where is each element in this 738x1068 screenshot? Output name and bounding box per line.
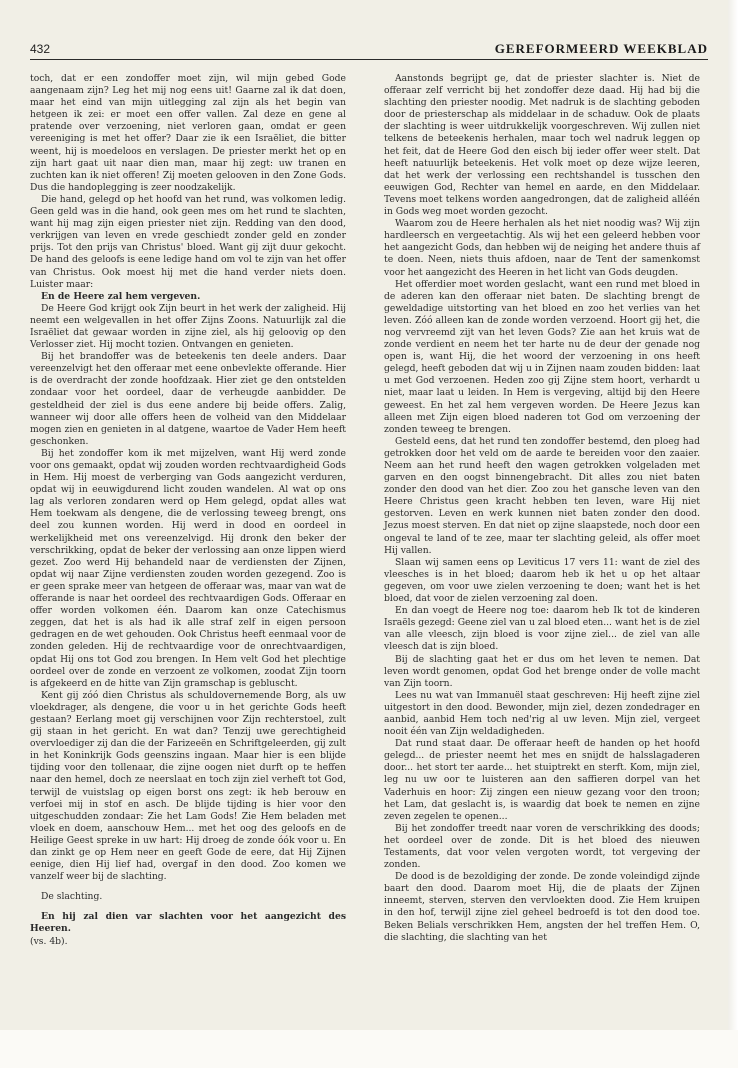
paragraph: Kent gij zóó dien Christus als schuldovernemende Borg, als uw vloekdrager, als dengene, die voor u in het gerichte Gods heeft gestaan? Eerlang moet gij verschijnen voor Zijn rechterstoel, zult gij staan in het gericht. En wat dan? Tenzij uwe gerechtigheid overvloediger zij dan die der Farizeeën en Schriftgeleerden, gij zult in het Koninkrijk Gods geenszins ingaan. Maar hier is een blijde tijding voor den tollenaar, die zijne oogen niet durft op te heffen naar den hemel, doch ze neerslaat en toch zijn ziel verheft tot God, terwijl de vuistslag op eigen borst ons zegt: ik heb berouw en verfoei mij in stof en asch. De blijde tijding is hier voor den uitgeschudden zondaar: Zie het Lam Gods! Zie Hem beladen met vloek en doem, aanschouw Hem... met het oog des geloofs en de Heilige Geest spreke in uw hart: Hij droeg de zonde óók voor u. En dan zinkt ge op Hem neer en geeft Gode de eere, dat Hij Zijnen eenige, dien Hij lief had, overgaf in den dood. Zoo komen we vanzelf weer bij de slachting.	[30, 689, 346, 883]
journal-title: GEREFORMEERD WEEKBLAD	[494, 41, 708, 56]
paragraph: Bij het zondoffer treedt naar voren de verschrikking des doods; het oordeel over de zonde. Dit is het bloed des nieuwen Testaments, dat voor velen vergoten wordt, tot vergeving der zonden.	[384, 822, 700, 871]
paragraph: De dood is de bezoldiging der zonde. De zonde voleindigd zijnde baart den dood. Daarom moet Hij, die de plaats der Zijnen inneemt, sterven, sterven den vervloekten dood. Zie Hem kruipen in den hof, terwijl zijne ziel geheel bedroefd is tot den dood toe. Beken Belials verschrikken Hem, angsten der hel treffen Hem. O, die slachting, die slachting van het	[384, 871, 700, 943]
paragraph: toch, dat er een zondoffer moet zijn, wil mijn gebed Gode aangenaam zijn? Leg het mij nog eens uit! Gaarne zal ik dat doen, maar het eind van mijn uitlegging zal zijn als het begin van hetgeen ik zei: er moet een offer vallen. Zal deze en gene al pratende over verzoening, niet verloren gaan, omdat er geen vereeniging is met het offer? Daar zie ik een Israëliet, die bitter weent, hij is moedeloos en verslagen. De priester merkt het op en zijn hart gaat uit naar dien man, maar hij zegt: uw tranen en zuchten kan ik niet offeren! Zij moeten gelooven in den Zone Gods. Dus die handoplegging is zeer noodzakelijk.	[30, 73, 346, 193]
paragraph: Het offerdier moet worden geslacht, want een rund met bloed in de aderen kan den offeraar niet baten. De slachting brengt de geweldadige uitstorting van het bloed en zoo het verlies van het leven. Zóó alleen kan de zonde worden verzoend. Hoort gij het, die nog vervreemd zijt van het leven Gods? Zie aan het kruis wat de zonde verdient en neem het ter harte nu de deur der genade nog open is, want Hij, die het woord der verzoening in ons heeft gelegd, heeft geboden dat wij u in Zijnen naam zouden bidden: laat u met God verzoenen. Heden zoo gij Zijne stem hoort, verhardt u niet, maar laat u leiden. In Hem is vergeving, altijd bij den Heere geweest. En het zal hem vergeven worden. De Heere Jezus kan alleen met Zijn eigen bloed naderen tot God om verzoening der zonden teweeg te brengen.	[384, 278, 700, 435]
paragraph: Slaan wij samen eens op Leviticus 17 vers 11: want de ziel des vleesches is in het bloed; daarom heb ik het u op het altaar gegeven, om voor uwe zielen verzoening te doen; want het is het bloed, dat voor de zielen verzoening zal doen.	[384, 556, 700, 605]
paragraph: Waarom zou de Heere herhalen als het niet noodig was? Wij zijn hardleersch en vergeetachtig. Als wij het een geleerd hebben voor het aangezicht Gods, dan hebben wij de neiging het andere thuis af te doen. Neen, niets thuis afdoen, naar de Tent der samenkomst voor het aangezicht des Heeren in het licht van Gods deugden.	[384, 218, 700, 278]
paragraph: En dan voegt de Heere nog toe: daarom heb Ik tot de kinderen Israëls gezegd: Geene ziel van u zal bloed eten... want het is de ziel van alle vleesch, zijn bloed is voor zijne ziel... de ziel van alle vleesch dat is zijn bloed.	[384, 605, 700, 653]
page-number: 432	[30, 42, 51, 56]
right-column	[384, 73, 700, 944]
paragraph: Bij het zondoffer kom ik met mijzelven, want Hij werd zonde voor ons gemaakt, opdat wij zouden worden rechtvaardigheid Gods in Hem. Hij moest de verberging van Gods aangezicht verduren, opdat wij in eeuwigdurend licht zouden wandelen. Al wat op ons lag als verloren zondaren werd op Hem gelegd, opdat alles wat Hem toekwam als dengene, die de verlossing teweeg brengt, ons deel zou kunnen worden. Hij werd in dood en oordeel in werkelijkheid met ons vereenzelvigd. Hij dronk den beker der verschrikking, opdat de beker der verlossing aan onze lippen wierd gezet. Zoo werd Hij behandeld naar de verdiensten der Zijnen, opdat wij naar Zijne verdiensten zouden worden gezegend. Zoo is er geen sprake meer van hetgeen de offeraar was, maar van wat de offerande is naar het oordeel des rechtvaardigen Gods. Offeraar en offer worden volkomen één. Daarom kan onze Catechismus zeggen, dat het is als had ik alle straf zelf in eigen persoon gedragen en de wet gehouden. Ook Christus heeft eenmaal voor de zonden geleden. Hij de rechtvaardige voor de onrechtvaardigen, opdat Hij ons tot God zou brengen. In Hem velt God het plechtige oordeel over de zonde en verzoent ze volkomen, zoodat Zijn toorn is afgekeerd en de hitte van Zijn gramschap is gebluscht.	[30, 447, 346, 689]
page-spine-edge	[728, 0, 738, 1068]
paragraph: Dat rund staat daar. De offeraar heeft de handen op het hoofd gelegd... de priester neemt het mes en snijdt de halsslagaderen door... het stort ter aarde... het stuiptrekt en sterft. Kom, mijn ziel, leg nu uw oor te luisteren aan den saffieren dorpel van het Vaderhuis en hoor: Zij zingen een nieuw gezang voor den troon; het Lam, dat geslacht is, is waardig dat boek te nemen en zijne zeven zegelen te openen...	[384, 738, 700, 822]
paragraph: Bij het brandoffer was de beteekenis ten deele anders. Daar vereenzelvigt het den offeraar met eene onbevlekte offerande. Hier is de overdracht der zonde hoofdzaak. Hier ziet ge den ontstelden zondaar voor het oordeel, daar de verheugde aanbidder. De gesteldheid der ziel is dus eene andere bij beide offers. Zalig, wanneer wij door alle offers heen de volheid van den Middelaar mogen zien en genieten in al datgene, waartoe de Vader Hem heeft geschonken.	[30, 351, 346, 447]
paragraph: De Heere God krijgt ook Zijn beurt in het werk der zaligheid. Hij neemt een welgevallen in het offer Zijns Zoons. Natuurlijk zal die Israëliet dat gewaar worden in zijne ziel, als hij geloovig op den Verlosser ziet. Hij mocht tozien. Ontvangen en genieten.	[30, 302, 346, 351]
paragraph: Gesteld eens, dat het rund ten zondoffer bestemd, den ploeg had getrokken door het veld om de aarde te bereiden voor den zaaier. Neem aan het rund heeft den wagen getrokken volgeladen met garven en den oogst binnengebracht. Dit alles zou niet baten zonder den dood van het dier. Zoo zou het gansche leven van den Heere Christus geen kracht hebben ten leven, ware Hij niet gestorven. Leven en werk kunnen niet baten zonder den dood. Jezus moest sterven. En dat niet op zijne slaapstede, noch door een ongeval te land of te zee, maar ter slachting geleid, als offer moet Hij vallen.	[384, 435, 700, 556]
section-subheading: En de Heere zal hem vergeven.	[41, 290, 201, 302]
paragraph: Bij de slachting gaat het er dus om het leven te nemen. Dat leven wordt genomen, opdat God het brenge onder de volle macht van Zijn toorn.	[384, 653, 700, 689]
left-column	[30, 73, 346, 948]
scripture-quote: En hij zal dien var slachten voor het aangezicht des Heeren.	[30, 911, 346, 935]
paragraph: Die hand, gelegd op het hoofd van het rund, was volkomen ledig. Geen geld was in die hand, ook geen mes om het rund te slachten, want hij mag zijn eigen priester niet zijn. Redding van den dood, verkrijgen van leven en vrede geschiedt zonder geld en zonder prijs. Tot den prijs van Christus' bloed. Want gij zijt duur gekocht. De hand des geloofs is eene ledige hand om vol te zijn van het offer van Christus. Ook moest hij met die hand verder niets doen. Luister maar:	[30, 193, 346, 290]
paragraph: Lees nu wat van Immanuël staat geschreven: Hij heeft zijne ziel uitgestort in den dood. Bewonder, mijn ziel, dezen zondedrager en aanbid, aanbid Hem toch ned'rig al uw leven. Mijn ziel, vergeet nooit één van Zijn weldadigheden.	[384, 689, 700, 738]
section-heading: De slachting.	[41, 891, 103, 903]
bottom-margin	[0, 1030, 738, 1068]
running-header	[30, 41, 708, 60]
verse-reference: (vs. 4b).	[30, 935, 68, 947]
paragraph: Aanstonds begrijpt ge, dat de priester slachter is. Niet de offeraar zelf verricht bij het zondoffer deze daad. Hij had bij die slachting den priester noodig. Met nadruk is de slachting geboden door de priesterschap als middelaar in de schaduw. Ook de plaats der slachting is weer uitdrukkelijk voorgeschreven. Wij zullen niet telkens de beteekenis herhalen, maar toch wel nadruk leggen op het feit, dat de Heere God den eisch bij ieder offer weer stelt. Dat heeft natuurlijk beteekenis. Het volk moet op deze wijze leeren, dat het werk der verlossing een rechtshandel is tusschen den eeuwigen God, Rechter van hemel en aarde, en den Middelaar. Tevens moet telkens worden aangedrongen, dat de zaligheid alléén in Gods weg moet worden gezocht.	[384, 73, 700, 218]
